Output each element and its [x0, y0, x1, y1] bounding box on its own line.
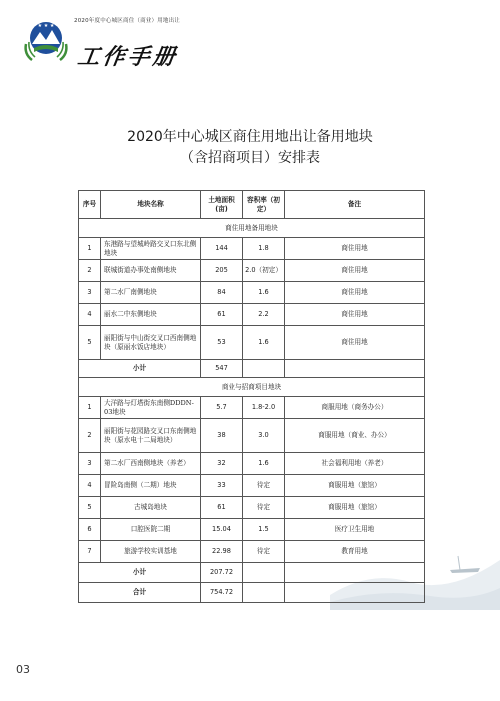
header-far: 容积率（初定）	[243, 191, 285, 219]
subtotal-row: 小计 547	[79, 360, 425, 378]
page-number: 03	[16, 663, 30, 676]
section1-title: 商住用地备用地块	[79, 219, 425, 238]
header-brand-title: 工作手册	[75, 44, 180, 70]
table-row: 5 丽阳街与中山街交叉口西南侧地块（原丽水饭店地块） 53 1.6 商住用地	[79, 326, 425, 360]
page-title-line1: 2020年中心城区商住用地出让备用地块	[127, 129, 373, 145]
table-row: 2 联城街道办事处南侧地块 205 2.0（初定） 商住用地	[79, 260, 425, 282]
page-title-line2: （含招商项目）安排表	[180, 150, 320, 166]
table-row: 3 第二水厂西南侧地块（养老） 32 1.6 社会福利用地（养老）	[79, 453, 425, 475]
total-row: 合计 754.72	[79, 583, 425, 603]
table-row: 1 东港路与望城岭路交叉口东北侧地块 144 1.8 商住用地	[79, 238, 425, 260]
header-subtitle: 2020年度中心城区商住（商业）用地出让	[74, 18, 180, 24]
subtotal-row: 小计 207.72	[79, 563, 425, 583]
land-plan-table	[78, 190, 425, 603]
table-header-row	[79, 191, 425, 219]
table-row: 5 古城岛地块 61 待定 商服用地（旅馆）	[79, 497, 425, 519]
table-row: 7 旅游学校实训基地 22.98 待定 教育用地	[79, 541, 425, 563]
table-row: 3 第二水厂南侧地块 84 1.6 商住用地	[79, 282, 425, 304]
table-row: 6 口腔医院二期 15.04 1.5 医疗卫生用地	[79, 519, 425, 541]
header-index: 序号	[79, 191, 101, 219]
section-title-row	[79, 378, 425, 397]
svg-text:★ ★ ★: ★ ★ ★	[37, 23, 55, 29]
header-area: 土地面积(亩)	[201, 191, 243, 219]
table-row: 1 大洋路与灯塔街东南侧DDDN-03地块 5.7 1.8-2.0 商服用地（商务办公）	[79, 397, 425, 419]
header-remark: 备注	[285, 191, 425, 219]
page-header	[20, 14, 320, 74]
header-name: 地块名称	[101, 191, 201, 219]
emblem-logo-icon	[20, 14, 72, 66]
section-title-row	[79, 219, 425, 238]
table-row: 4 丽水二中东侧地块 61 2.2 商住用地	[79, 304, 425, 326]
table-row: 2 丽阳街与花园路交叉口东南侧地块（原水电十二局地块） 38 3.0 商服用地（商业、办公）	[79, 419, 425, 453]
table-row: 4 冒险岛南侧（二期）地块 33 待定 商服用地（旅馆）	[79, 475, 425, 497]
section2-title: 商业与招商项目地块	[79, 378, 425, 397]
